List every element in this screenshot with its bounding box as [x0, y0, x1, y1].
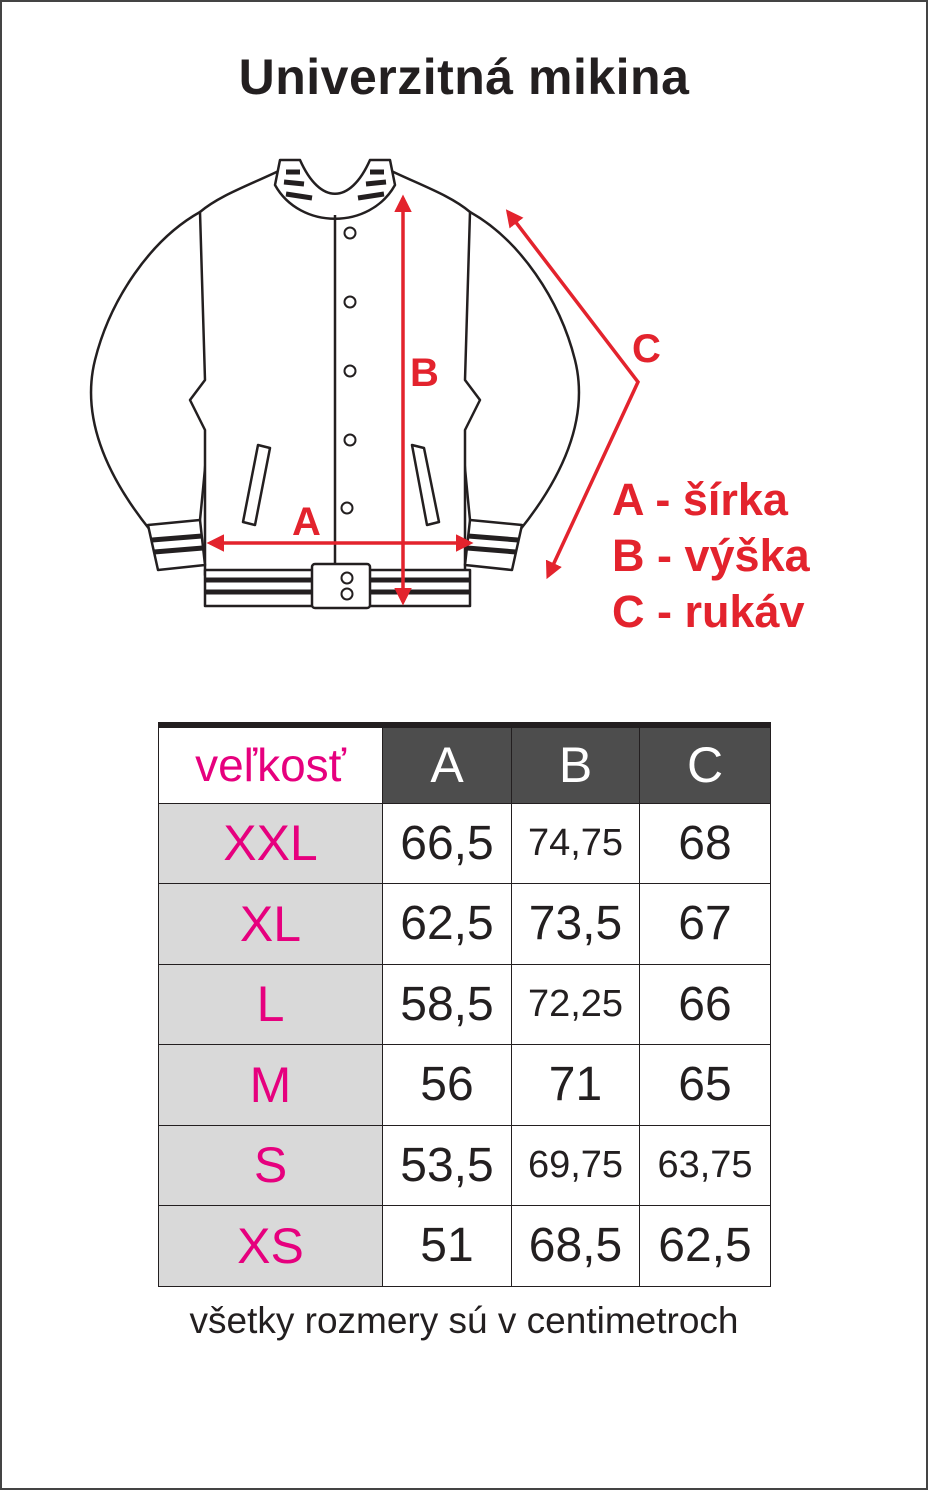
size-table	[158, 722, 771, 1287]
legend-a: A - šírka	[612, 474, 788, 525]
size-cell: XS	[159, 1206, 383, 1287]
table-row	[159, 803, 771, 884]
size-column-header: veľkosť	[159, 725, 383, 803]
table-row	[159, 1125, 771, 1206]
size-cell: M	[159, 1045, 383, 1126]
value-c-cell: 66	[640, 964, 771, 1045]
value-c-cell: 65	[640, 1045, 771, 1126]
value-c-cell: 62,5	[640, 1206, 771, 1287]
table-row	[159, 1045, 771, 1126]
units-note: všetky rozmery sú v centimetroch	[189, 1300, 739, 1341]
column-header-a: A	[383, 725, 512, 803]
value-b-cell: 71	[512, 1045, 640, 1126]
value-a-cell: 66,5	[383, 803, 512, 884]
size-cell: L	[159, 964, 383, 1045]
value-b-cell: 72,25	[512, 964, 640, 1045]
legend-c: C - rukáv	[612, 586, 805, 637]
value-a-cell: 58,5	[383, 964, 512, 1045]
column-header-b: B	[512, 725, 640, 803]
label-b: B	[410, 351, 439, 395]
column-header-c: C	[640, 725, 771, 803]
value-b-cell: 69,75	[512, 1125, 640, 1206]
value-a-cell: 53,5	[383, 1125, 512, 1206]
legend-b: B - výška	[612, 530, 810, 581]
label-c: C	[632, 327, 661, 371]
value-b-cell: 74,75	[512, 803, 640, 884]
table-row	[159, 1206, 771, 1287]
value-a-cell: 56	[383, 1045, 512, 1126]
value-b-cell: 68,5	[512, 1206, 640, 1287]
value-a-cell: 51	[383, 1206, 512, 1287]
page-title: Univerzitná mikina	[238, 49, 690, 105]
table-row	[159, 884, 771, 965]
size-cell: XXL	[159, 803, 383, 884]
legend	[612, 472, 810, 640]
table-row	[159, 964, 771, 1045]
value-b-cell: 73,5	[512, 884, 640, 965]
value-a-cell: 62,5	[383, 884, 512, 965]
value-c-cell: 68	[640, 803, 771, 884]
label-a: A	[292, 500, 321, 544]
size-cell: XL	[159, 884, 383, 965]
table-header-row	[159, 725, 771, 803]
size-cell: S	[159, 1125, 383, 1206]
value-c-cell: 63,75	[640, 1125, 771, 1206]
value-c-cell: 67	[640, 884, 771, 965]
